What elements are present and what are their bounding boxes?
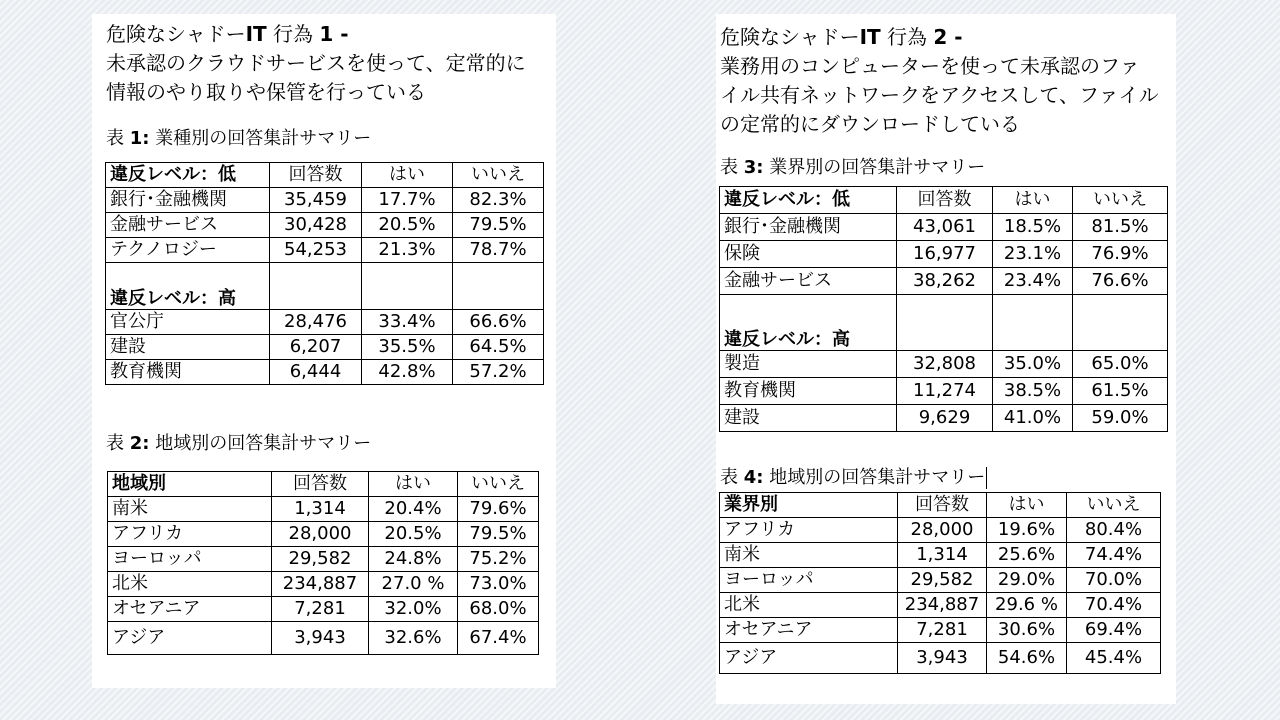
table-row [106, 360, 544, 385]
right-heading-it: IT [859, 25, 881, 49]
right-heading-line-4: の定常的にダウンロードしている [720, 112, 1020, 136]
table-3-caption-number: 3: [743, 157, 764, 178]
right-heading-line-1 [720, 23, 1159, 52]
left-heading-mid: 行為 [266, 22, 320, 46]
category-cell: アジア [720, 643, 898, 674]
header-yes: はい [987, 493, 1067, 518]
left-heading-prefix: 危険なシャドー [106, 22, 246, 46]
document-page-right [716, 14, 1176, 704]
table-row [108, 522, 539, 547]
header-yes: はい [369, 472, 458, 497]
category-cell: 金融サービス [106, 213, 270, 238]
header-responses: 回答数 [898, 493, 987, 518]
no-cell: 59.0% [1073, 405, 1168, 432]
category-cell: 製造 [720, 351, 897, 378]
header-no: いいえ [458, 472, 539, 497]
header-no: いいえ [1073, 187, 1168, 214]
responses-cell: 9,629 [897, 405, 993, 432]
table-1-caption [106, 127, 371, 151]
subheader-label: 違反レベル：高 [720, 295, 897, 351]
no-cell: 79.5% [453, 213, 544, 238]
no-cell: 80.4% [1067, 518, 1161, 543]
yes-cell: 23.4% [993, 268, 1073, 295]
table-row [720, 568, 1161, 593]
responses-cell: 35,459 [270, 188, 362, 213]
responses-cell: 29,582 [272, 547, 369, 572]
empty-cell [993, 295, 1073, 351]
header-row [720, 493, 1161, 518]
no-cell: 76.6% [1073, 268, 1168, 295]
table-row [106, 188, 544, 213]
category-cell: 教育機関 [720, 378, 897, 405]
no-cell: 79.6% [458, 497, 539, 522]
yes-cell: 23.1% [993, 241, 1073, 268]
responses-cell: 28,000 [272, 522, 369, 547]
responses-cell: 6,207 [270, 335, 362, 360]
category-cell: 南米 [108, 497, 272, 522]
subheader-row [106, 263, 544, 310]
category-cell: 官公庁 [106, 310, 270, 335]
table-row [108, 497, 539, 522]
no-cell: 79.5% [458, 522, 539, 547]
header-yes: はい [362, 163, 453, 188]
responses-cell: 16,977 [897, 241, 993, 268]
table-row [106, 213, 544, 238]
responses-cell: 38,262 [897, 268, 993, 295]
table-row [720, 268, 1168, 295]
yes-cell: 54.6% [987, 643, 1067, 674]
header-row [108, 472, 539, 497]
table-2-caption-number: 2: [129, 433, 150, 454]
table-3 [719, 186, 1168, 432]
header-responses: 回答数 [272, 472, 369, 497]
responses-cell: 32,808 [897, 351, 993, 378]
table-row [108, 622, 539, 655]
responses-cell: 234,887 [898, 593, 987, 618]
table-row [720, 643, 1161, 674]
header-row [720, 187, 1168, 214]
no-cell: 45.4% [1067, 643, 1161, 674]
table-1 [105, 162, 544, 385]
yes-cell: 32.6% [369, 622, 458, 655]
category-cell: 北米 [108, 572, 272, 597]
no-cell: 57.2% [453, 360, 544, 385]
table-3-caption [720, 156, 985, 180]
no-cell: 82.3% [453, 188, 544, 213]
yes-cell: 20.5% [369, 522, 458, 547]
responses-cell: 6,444 [270, 360, 362, 385]
category-cell: ヨーロッパ [720, 568, 898, 593]
yes-cell: 19.6% [987, 518, 1067, 543]
table-3-caption-text: 業界別の回答集計サマリー [763, 157, 986, 178]
table-1-caption-number: 1: [129, 128, 150, 149]
header-responses: 回答数 [270, 163, 362, 188]
category-cell: 建設 [106, 335, 270, 360]
yes-cell: 29.0% [987, 568, 1067, 593]
category-cell: オセアニア [108, 597, 272, 622]
right-heading [720, 23, 1159, 139]
header-category: 違反レベル：低 [106, 163, 270, 188]
yes-cell: 18.5% [993, 214, 1073, 241]
category-cell: 銀行･金融機関 [720, 214, 897, 241]
responses-cell: 30,428 [270, 213, 362, 238]
no-cell: 69.4% [1067, 618, 1161, 643]
no-cell: 67.4% [458, 622, 539, 655]
category-cell: 金融サービス [720, 268, 897, 295]
category-cell: 北米 [720, 593, 898, 618]
yes-cell: 42.8% [362, 360, 453, 385]
yes-cell: 29.6 % [987, 593, 1067, 618]
no-cell: 70.4% [1067, 593, 1161, 618]
no-cell: 61.5% [1073, 378, 1168, 405]
table-row [108, 547, 539, 572]
responses-cell: 28,000 [898, 518, 987, 543]
yes-cell: 35.5% [362, 335, 453, 360]
right-heading-number: 2 - [933, 25, 963, 49]
no-cell: 75.2% [458, 547, 539, 572]
header-category: 地域別 [108, 472, 272, 497]
empty-cell [897, 295, 993, 351]
table-4-caption-text: 地域別の回答集計サマリー [763, 467, 986, 488]
empty-cell [362, 263, 453, 310]
header-category: 業界別 [720, 493, 898, 518]
table-3-caption-prefix: 表 [720, 157, 744, 178]
table-row [720, 543, 1161, 568]
yes-cell: 35.0% [993, 351, 1073, 378]
table-4-caption-number: 4: [743, 467, 764, 488]
category-cell: 保険 [720, 241, 897, 268]
subheader-row [720, 295, 1168, 351]
table-2-caption-prefix: 表 [106, 433, 130, 454]
table-row [720, 593, 1161, 618]
header-category: 違反レベル：低 [720, 187, 897, 214]
empty-cell [453, 263, 544, 310]
yes-cell: 27.0 % [369, 572, 458, 597]
responses-cell: 28,476 [270, 310, 362, 335]
responses-cell: 43,061 [897, 214, 993, 241]
right-heading-mid: 行為 [880, 25, 934, 49]
no-cell: 73.0% [458, 572, 539, 597]
category-cell: 銀行･金融機関 [106, 188, 270, 213]
left-heading-it: IT [245, 22, 267, 46]
table-2-caption-text: 地域別の回答集計サマリー [149, 433, 372, 454]
table-row [720, 351, 1168, 378]
responses-cell: 1,314 [272, 497, 369, 522]
yes-cell: 41.0% [993, 405, 1073, 432]
responses-cell: 11,274 [897, 378, 993, 405]
yes-cell: 33.4% [362, 310, 453, 335]
responses-cell: 29,582 [898, 568, 987, 593]
table-row [720, 405, 1168, 432]
header-row [106, 163, 544, 188]
table-1-caption-prefix: 表 [106, 128, 130, 149]
responses-cell: 54,253 [270, 238, 362, 263]
table-row [720, 518, 1161, 543]
responses-cell: 1,314 [898, 543, 987, 568]
no-cell: 78.7% [453, 238, 544, 263]
table-row [720, 378, 1168, 405]
yes-cell: 21.3% [362, 238, 453, 263]
responses-cell: 3,943 [898, 643, 987, 674]
table-row [720, 214, 1168, 241]
no-cell: 70.0% [1067, 568, 1161, 593]
table-row [720, 241, 1168, 268]
table-2 [107, 471, 539, 655]
category-cell: アジア [108, 622, 272, 655]
category-cell: アフリカ [108, 522, 272, 547]
text-cursor [986, 467, 987, 489]
left-heading-number: 1 - [319, 22, 349, 46]
responses-cell: 7,281 [898, 618, 987, 643]
empty-cell [1073, 295, 1168, 351]
yes-cell: 32.0% [369, 597, 458, 622]
category-cell: アフリカ [720, 518, 898, 543]
header-responses: 回答数 [897, 187, 993, 214]
responses-cell: 3,943 [272, 622, 369, 655]
no-cell: 64.5% [453, 335, 544, 360]
header-no: いいえ [1067, 493, 1161, 518]
table-4-caption-prefix: 表 [720, 467, 744, 488]
table-row [106, 310, 544, 335]
no-cell: 66.6% [453, 310, 544, 335]
responses-cell: 234,887 [272, 572, 369, 597]
table-4-caption [720, 466, 987, 490]
yes-cell: 25.6% [987, 543, 1067, 568]
table-row [108, 572, 539, 597]
yes-cell: 17.7% [362, 188, 453, 213]
no-cell: 68.0% [458, 597, 539, 622]
category-cell: 南米 [720, 543, 898, 568]
header-no: いいえ [453, 163, 544, 188]
left-heading-line-2: 未承認のクラウドサービスを使って、定常的に [106, 51, 526, 75]
yes-cell: 30.6% [987, 618, 1067, 643]
table-2-caption [106, 432, 371, 456]
table-1-caption-text: 業種別の回答集計サマリー [149, 128, 372, 149]
category-cell: オセアニア [720, 618, 898, 643]
header-yes: はい [993, 187, 1073, 214]
no-cell: 65.0% [1073, 351, 1168, 378]
table-4 [719, 492, 1161, 674]
yes-cell: 20.5% [362, 213, 453, 238]
right-heading-line-2: 業務用のコンピューターを使って未承認のファ [720, 54, 1140, 78]
yes-cell: 38.5% [993, 378, 1073, 405]
responses-cell: 7,281 [272, 597, 369, 622]
table-row [106, 335, 544, 360]
document-page-left [92, 14, 556, 688]
category-cell: 教育機関 [106, 360, 270, 385]
no-cell: 81.5% [1073, 214, 1168, 241]
category-cell: 建設 [720, 405, 897, 432]
left-heading-line-3: 情報のやり取りや保管を行っている [106, 80, 426, 104]
subheader-label: 違反レベル：高 [106, 263, 270, 310]
yes-cell: 20.4% [369, 497, 458, 522]
empty-cell [270, 263, 362, 310]
left-heading [106, 20, 526, 107]
no-cell: 76.9% [1073, 241, 1168, 268]
left-heading-line-1 [106, 20, 526, 49]
right-heading-line-3: イル共有ネットワークをアクセスして、ファイル [720, 83, 1159, 107]
table-row [720, 618, 1161, 643]
table-row [106, 238, 544, 263]
category-cell: テクノロジー [106, 238, 270, 263]
table-row [108, 597, 539, 622]
right-heading-prefix: 危険なシャドー [720, 25, 860, 49]
yes-cell: 24.8% [369, 547, 458, 572]
no-cell: 74.4% [1067, 543, 1161, 568]
category-cell: ヨーロッパ [108, 547, 272, 572]
